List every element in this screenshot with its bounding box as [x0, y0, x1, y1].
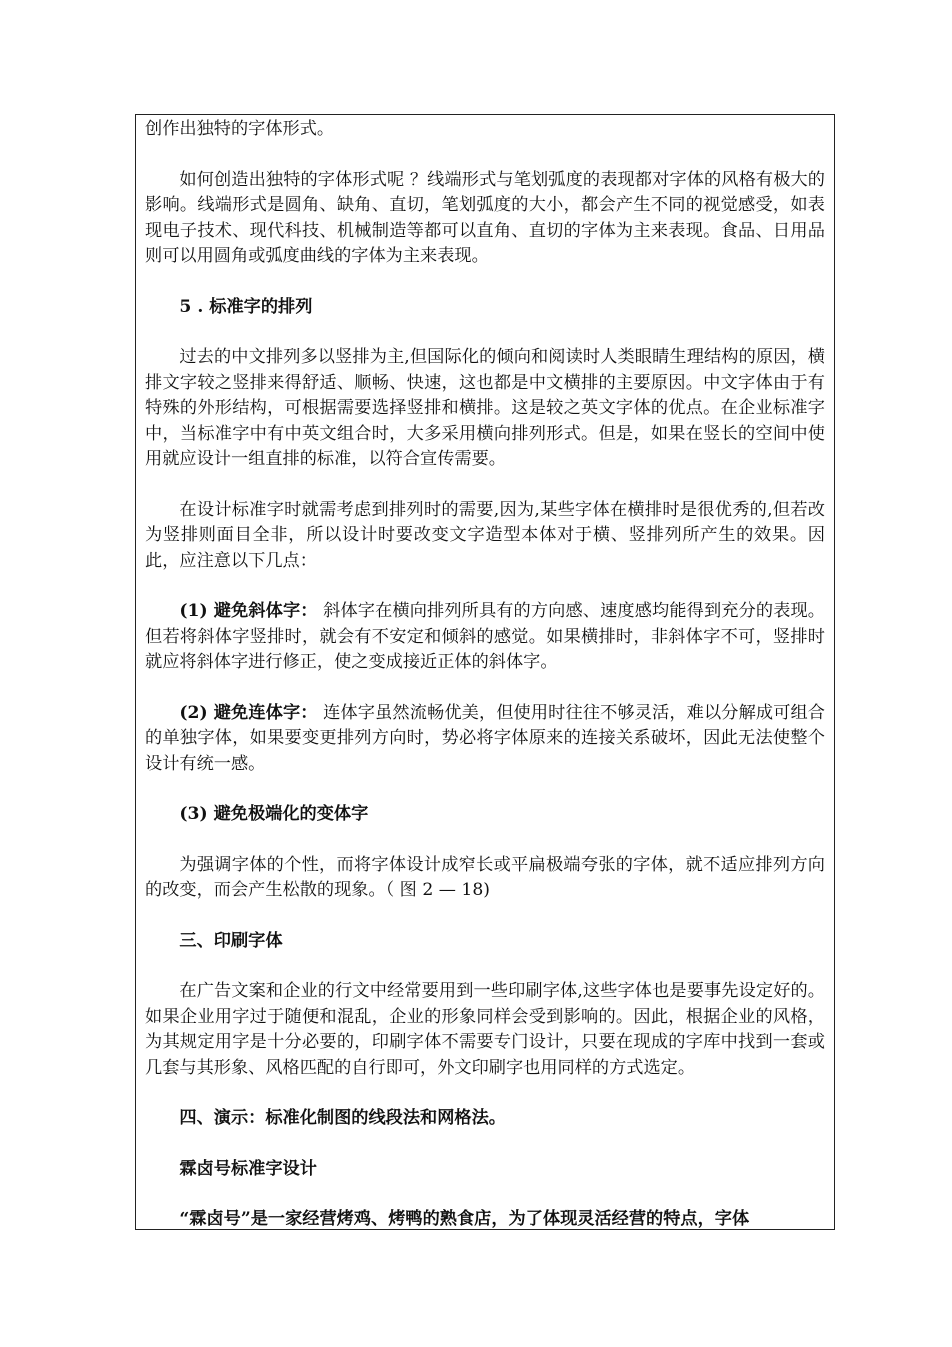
document-content — [145, 115, 825, 1230]
list-item-2-text: 连体字虽然流畅优美，但使用时往往不够灵活，难以分解成可组合的单独字体，如果要变更排列方向时，势必将字体原来的连接关系破坏，因此无法使整个设计有统一感。 — [145, 702, 825, 774]
paragraph-store-intro: “霖卤号”是一家经营烤鸡、烤鸭的熟食店，为了体现灵活经营的特点，字体 — [179, 1209, 750, 1229]
subheading-logo-design: 霖卤号标准字设计 — [179, 1158, 317, 1179]
list-item-2-label: (2) 避免连体字： — [179, 702, 318, 723]
paragraph-extreme-variants: 为强调字体的个性，而将字体设计成窄长或平扁极端夸张的字体，就不适应排列方向的改变，而会产生松散的现象。（ 图 2 — 18) — [145, 854, 825, 900]
list-item-3-label: (3) 避免极端化的变体字 — [179, 804, 369, 824]
list-item-1-label: (1) 避免斜体字： — [179, 601, 318, 621]
list-item-1 — [145, 599, 825, 676]
list-item-1-text: 斜体字在横向排列所具有的方向感、速度感均能得到充分的表现。但若将斜体字竖排时，就会有不安定和倾斜的感觉。如果横排时，非斜体字不可，竖排时就应将斜体字进行修正，使之变成接近正体的斜体字。 — [145, 601, 825, 672]
paragraph-unique-font-forms: 如何创造出独特的字体形式呢 ？线端形式与笔划弧度的表现都对字体的风格有极大的影响。线端形式是圆角、缺角、直切，笔划弧度的大小，都会产生不同的视觉感受，如表现电子技术、现代科技、机械制造等都可以直角、直切的字体为主来表现。食品、日用品则可以用圆角或弧度曲线的字体为主来表现。 — [145, 169, 825, 266]
paragraph-arrangement: 过去的中文排列多以竖排为主,但国际化的倾向和阅读时人类眼睛生理结构的原因，横排文字较之竖排来得舒适、顺畅、快速，这也都是中文横排的主要原因。中文字体由于有特殊的外形结构，可根据需要选择竖排和横排。这是较之英文字体的优点。在企业标准字中，当标准字中有中英文组合时，大多采用横向排列形式。但是，如果在竖长的空间中使用就应设计一组直排的标准，以符合宣传需要。 — [145, 347, 825, 469]
section-heading-demo: 四、演示：标准化制图的线段法和网格法。 — [179, 1108, 506, 1128]
list-item-2 — [145, 701, 825, 778]
paragraph-continued: 创作出独特的字体形式。 — [145, 119, 335, 139]
document-frame — [135, 114, 835, 1230]
section-heading-printing-fonts: 三、印刷字体 — [179, 930, 283, 951]
section-heading-5: 5 . 标准字的排列 — [179, 296, 313, 317]
paragraph-design-considerations: 在设计标准字时就需考虑到排列时的需要,因为,某些字体在横排时是很优秀的,但若改为竖排则面目全非，所以设计时要改变文字造型本体对于横、竖排列所产生的效果。因此，应注意以下几点： — [145, 499, 825, 571]
paragraph-printing-fonts: 在广告文案和企业的行文中经常要用到一些印刷字体,这些字体也是要事先设定好的。如果企业用字过于随便和混乱，企业的形象同样会受到影响的。因此，根据企业的风格，为其规定用字是十分必要的，印刷字体不需要专门设计，只要在现成的字库中找到一套或几套与其形象、风格匹配的自行即可，外文印刷字也用同样的方式选定。 — [145, 981, 825, 1078]
